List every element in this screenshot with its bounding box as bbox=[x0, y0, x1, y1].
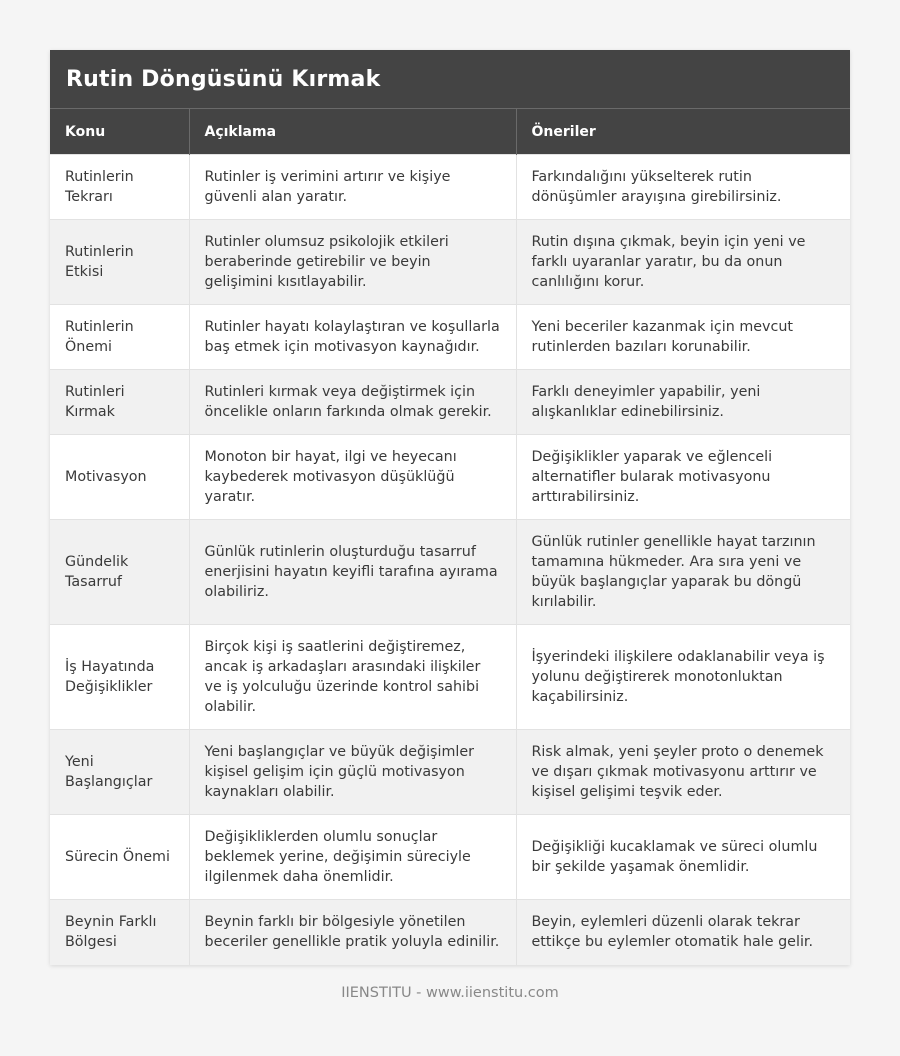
cell-oneriler: Farkındalığını yükselterek rutin dönüşümler arayışına girebilirsiniz. bbox=[516, 155, 850, 220]
cell-oneriler: Beyin, eylemleri düzenli olarak tekrar ettikçe bu eylemler otomatik hale gelir. bbox=[516, 900, 850, 965]
content-table bbox=[50, 108, 850, 965]
cell-oneriler: Değişikliği kucaklamak ve süreci olumlu bir şekilde yaşamak önemlidir. bbox=[516, 815, 850, 900]
cell-aciklama: Rutinler iş verimini artırır ve kişiye güvenli alan yaratır. bbox=[189, 155, 516, 220]
cell-aciklama: Birçok kişi iş saatlerini değiştiremez, ancak iş arkadaşları arasındaki ilişkiler ve iş yolculuğu üzerinde kontrol sahibi olabilir. bbox=[189, 625, 516, 730]
cell-aciklama: Günlük rutinlerin oluşturduğu tasarruf enerjisini hayatın keyifli tarafına ayırama olabiliriz. bbox=[189, 520, 516, 625]
cell-konu: Sürecin Önemi bbox=[50, 815, 189, 900]
table-row bbox=[50, 900, 850, 965]
table-body bbox=[50, 155, 850, 965]
cell-konu: Rutinlerin Tekrarı bbox=[50, 155, 189, 220]
cell-aciklama: Rutinleri kırmak veya değiştirmek için öncelikle onların farkında olmak gerekir. bbox=[189, 370, 516, 435]
cell-konu: Yeni Başlangıçlar bbox=[50, 730, 189, 815]
table-card bbox=[50, 50, 850, 965]
table-row bbox=[50, 730, 850, 815]
column-header-aciklama: Açıklama bbox=[189, 109, 516, 155]
cell-oneriler: Değişiklikler yaparak ve eğlenceli alternatifler bularak motivasyonu arttırabilirsiniz. bbox=[516, 435, 850, 520]
cell-aciklama: Değişikliklerden olumlu sonuçlar beklemek yerine, değişimin süreciyle ilgilenmek daha önemlidir. bbox=[189, 815, 516, 900]
table-row bbox=[50, 220, 850, 305]
cell-oneriler: Risk almak, yeni şeyler proto o denemek ve dışarı çıkmak motivasyonu arttırır ve kişisel gelişimi teşvik eder. bbox=[516, 730, 850, 815]
column-header-oneriler: Öneriler bbox=[516, 109, 850, 155]
cell-aciklama: Rutinler olumsuz psikolojik etkileri beraberinde getirebilir ve beyin gelişimini kısıtlayabilir. bbox=[189, 220, 516, 305]
cell-oneriler: Yeni beceriler kazanmak için mevcut rutinlerden bazıları korunabilir. bbox=[516, 305, 850, 370]
table-row bbox=[50, 305, 850, 370]
cell-konu: Rutinlerin Etkisi bbox=[50, 220, 189, 305]
cell-oneriler: Günlük rutinler genellikle hayat tarzının tamamına hükmeder. Ara sıra yeni ve büyük başlangıçlar yaparak bu döngü kırılabilir. bbox=[516, 520, 850, 625]
table-row bbox=[50, 815, 850, 900]
cell-oneriler: İşyerindeki ilişkilere odaklanabilir veya iş yolunu değiştirerek monotonluktan kaçabilirsiniz. bbox=[516, 625, 850, 730]
table-row bbox=[50, 625, 850, 730]
cell-konu: Motivasyon bbox=[50, 435, 189, 520]
footer-credit: IIENSTITU - www.iienstitu.com bbox=[341, 985, 559, 1001]
cell-oneriler: Farklı deneyimler yapabilir, yeni alışkanlıklar edinebilirsiniz. bbox=[516, 370, 850, 435]
cell-aciklama: Rutinler hayatı kolaylaştıran ve koşullarla baş etmek için motivasyon kaynağıdır. bbox=[189, 305, 516, 370]
column-header-konu: Konu bbox=[50, 109, 189, 155]
cell-aciklama: Yeni başlangıçlar ve büyük değişimler kişisel gelişim için güçlü motivasyon kaynakları olabilir. bbox=[189, 730, 516, 815]
table-title: Rutin Döngüsünü Kırmak bbox=[50, 50, 850, 108]
cell-aciklama: Beynin farklı bir bölgesiyle yönetilen beceriler genellikle pratik yoluyla edinilir. bbox=[189, 900, 516, 965]
cell-konu: Rutinlerin Önemi bbox=[50, 305, 189, 370]
cell-konu: Rutinleri Kırmak bbox=[50, 370, 189, 435]
table-row bbox=[50, 370, 850, 435]
cell-konu: Gündelik Tasarruf bbox=[50, 520, 189, 625]
table-row bbox=[50, 520, 850, 625]
cell-aciklama: Monoton bir hayat, ilgi ve heyecanı kaybederek motivasyon düşüklüğü yaratır. bbox=[189, 435, 516, 520]
table-row bbox=[50, 435, 850, 520]
cell-oneriler: Rutin dışına çıkmak, beyin için yeni ve farklı uyaranlar yaratır, bu da onun canlılığını korur. bbox=[516, 220, 850, 305]
cell-konu: İş Hayatında Değişiklikler bbox=[50, 625, 189, 730]
table-header bbox=[50, 109, 850, 155]
cell-konu: Beynin Farklı Bölgesi bbox=[50, 900, 189, 965]
table-row bbox=[50, 155, 850, 220]
